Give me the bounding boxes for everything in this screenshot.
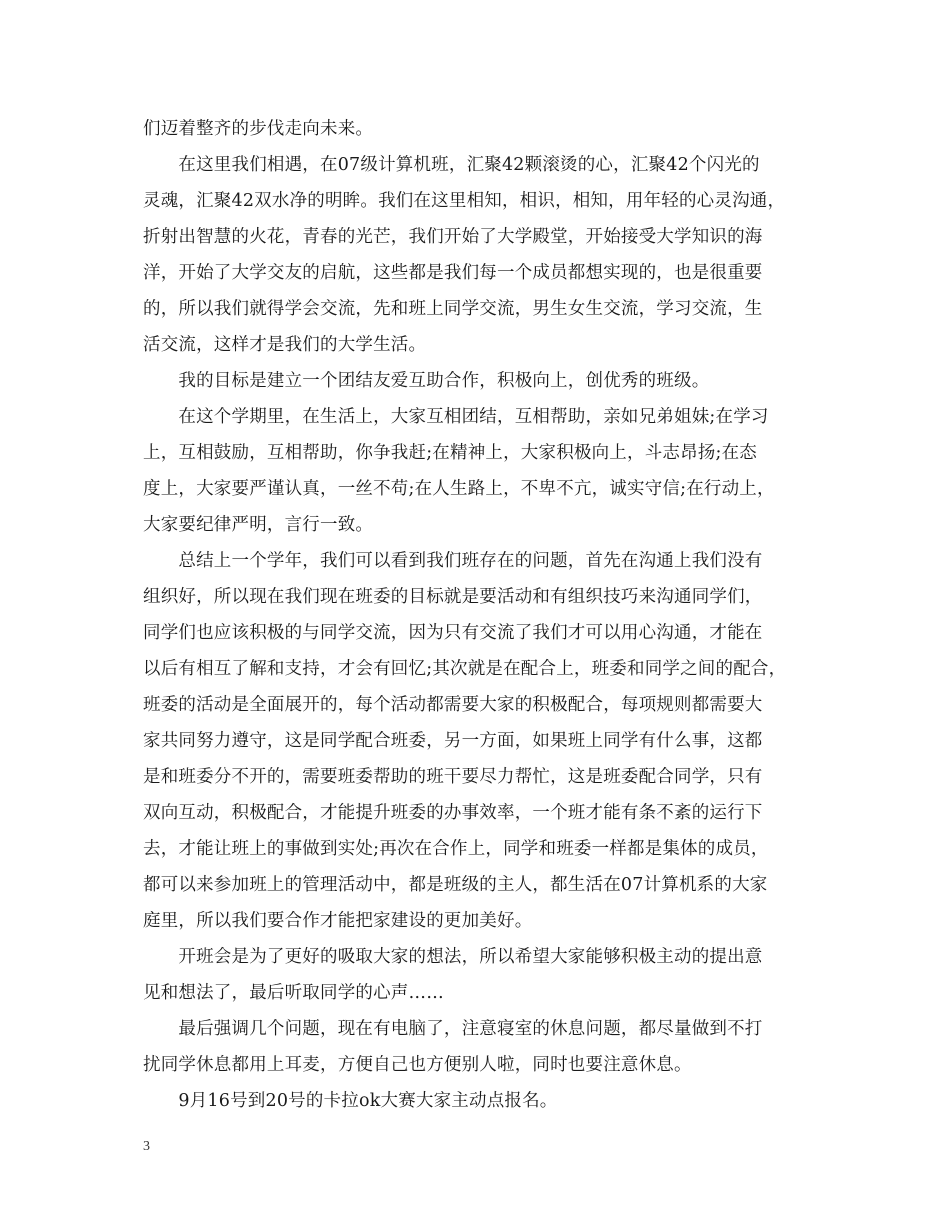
- text-line: 活交流，这样才是我们的大学生活。: [143, 335, 427, 355]
- page-number: 3: [143, 1139, 150, 1154]
- text-line: 大家要纪律严明，言行一致。: [143, 515, 374, 535]
- text-line: 洋，开始了大学交友的启航，这些都是我们每一个成员都想实现的，也是很重要: [143, 263, 763, 283]
- text-line: 是和班委分不开的，需要班委帮助的班干要尽力帮忙，这是班委配合同学，只有: [143, 767, 763, 787]
- text-line: 班委的活动是全面展开的，每个活动都需要大家的积极配合，每项规则都需要大: [143, 695, 763, 715]
- text-line: 9月16号到20号的卡拉ok大赛大家主动点报名。: [143, 1091, 558, 1111]
- text-line: 双向互动，积极配合，才能提升班委的办事效率，一个班才能有条不紊的运行下: [143, 803, 763, 823]
- text-line: 家共同努力遵守，这是同学配合班委，另一方面，如果班上同学有什么事，这都: [143, 731, 763, 751]
- text-line: 同学们也应该积极的与同学交流，因为只有交流了我们才可以用心沟通，才能在: [143, 623, 763, 643]
- text-line: 折射出智慧的火花，青春的光芒，我们开始了大学殿堂，开始接受大学知识的海: [143, 227, 763, 247]
- text-line: 开班会是为了更好的吸取大家的想法，所以希望大家能够积极主动的提出意: [143, 947, 763, 967]
- text-line: 们迈着整齐的步伐走向未来。: [143, 119, 374, 139]
- text-line: 度上，大家要严谨认真，一丝不苟;在人生路上，不卑不亢，诚实守信;在行动上，: [143, 479, 775, 499]
- text-line: 我的目标是建立一个团结友爱互助合作，积极向上，创优秀的班级。: [143, 371, 710, 391]
- text-line: 扰同学休息都用上耳麦，方便自己也方便别人啦，同时也要注意休息。: [143, 1055, 692, 1075]
- text-line: 灵魂，汇聚42双水净的明眸。我们在这里相知，相识，相知，用年轻的心灵沟通，: [143, 191, 786, 211]
- text-line: 在这里我们相遇，在07级计算机班，汇聚42颗滚烫的心，汇聚42个闪光的: [143, 155, 760, 175]
- text-line: 最后强调几个问题，现在有电脑了，注意寝室的休息问题，都尽量做到不打: [143, 1019, 763, 1039]
- text-line: 组织好，所以现在我们现在班委的目标就是要活动和有组织技巧来沟通同学们，: [143, 587, 763, 607]
- text-line: 在这个学期里，在生活上，大家互相团结，互相帮助，亲如兄弟姐妹;在学习: [143, 407, 769, 427]
- text-line: 见和想法了，最后听取同学的心声……: [143, 983, 444, 1003]
- text-line: 总结上一个学年，我们可以看到我们班存在的问题，首先在沟通上我们没有: [143, 551, 763, 571]
- text-line: 去，才能让班上的事做到实处;再次在合作上，同学和班委一样都是集体的成员，: [143, 839, 769, 859]
- text-line: 庭里，所以我们要合作才能把家建设的更加美好。: [143, 911, 533, 931]
- text-line: 都可以来参加班上的管理活动中，都是班级的主人，都生活在07计算机系的大家: [143, 875, 768, 895]
- text-line: 的，所以我们就得学会交流，先和班上同学交流，男生女生交流，学习交流，生: [143, 299, 763, 319]
- text-line: 上，互相鼓励，互相帮助，你争我赶;在精神上，大家积极向上，斗志昂扬;在态: [143, 443, 757, 463]
- text-line: 以后有相互了解和支持，才会有回忆;其次就是在配合上，班委和同学之间的配合，: [143, 659, 787, 679]
